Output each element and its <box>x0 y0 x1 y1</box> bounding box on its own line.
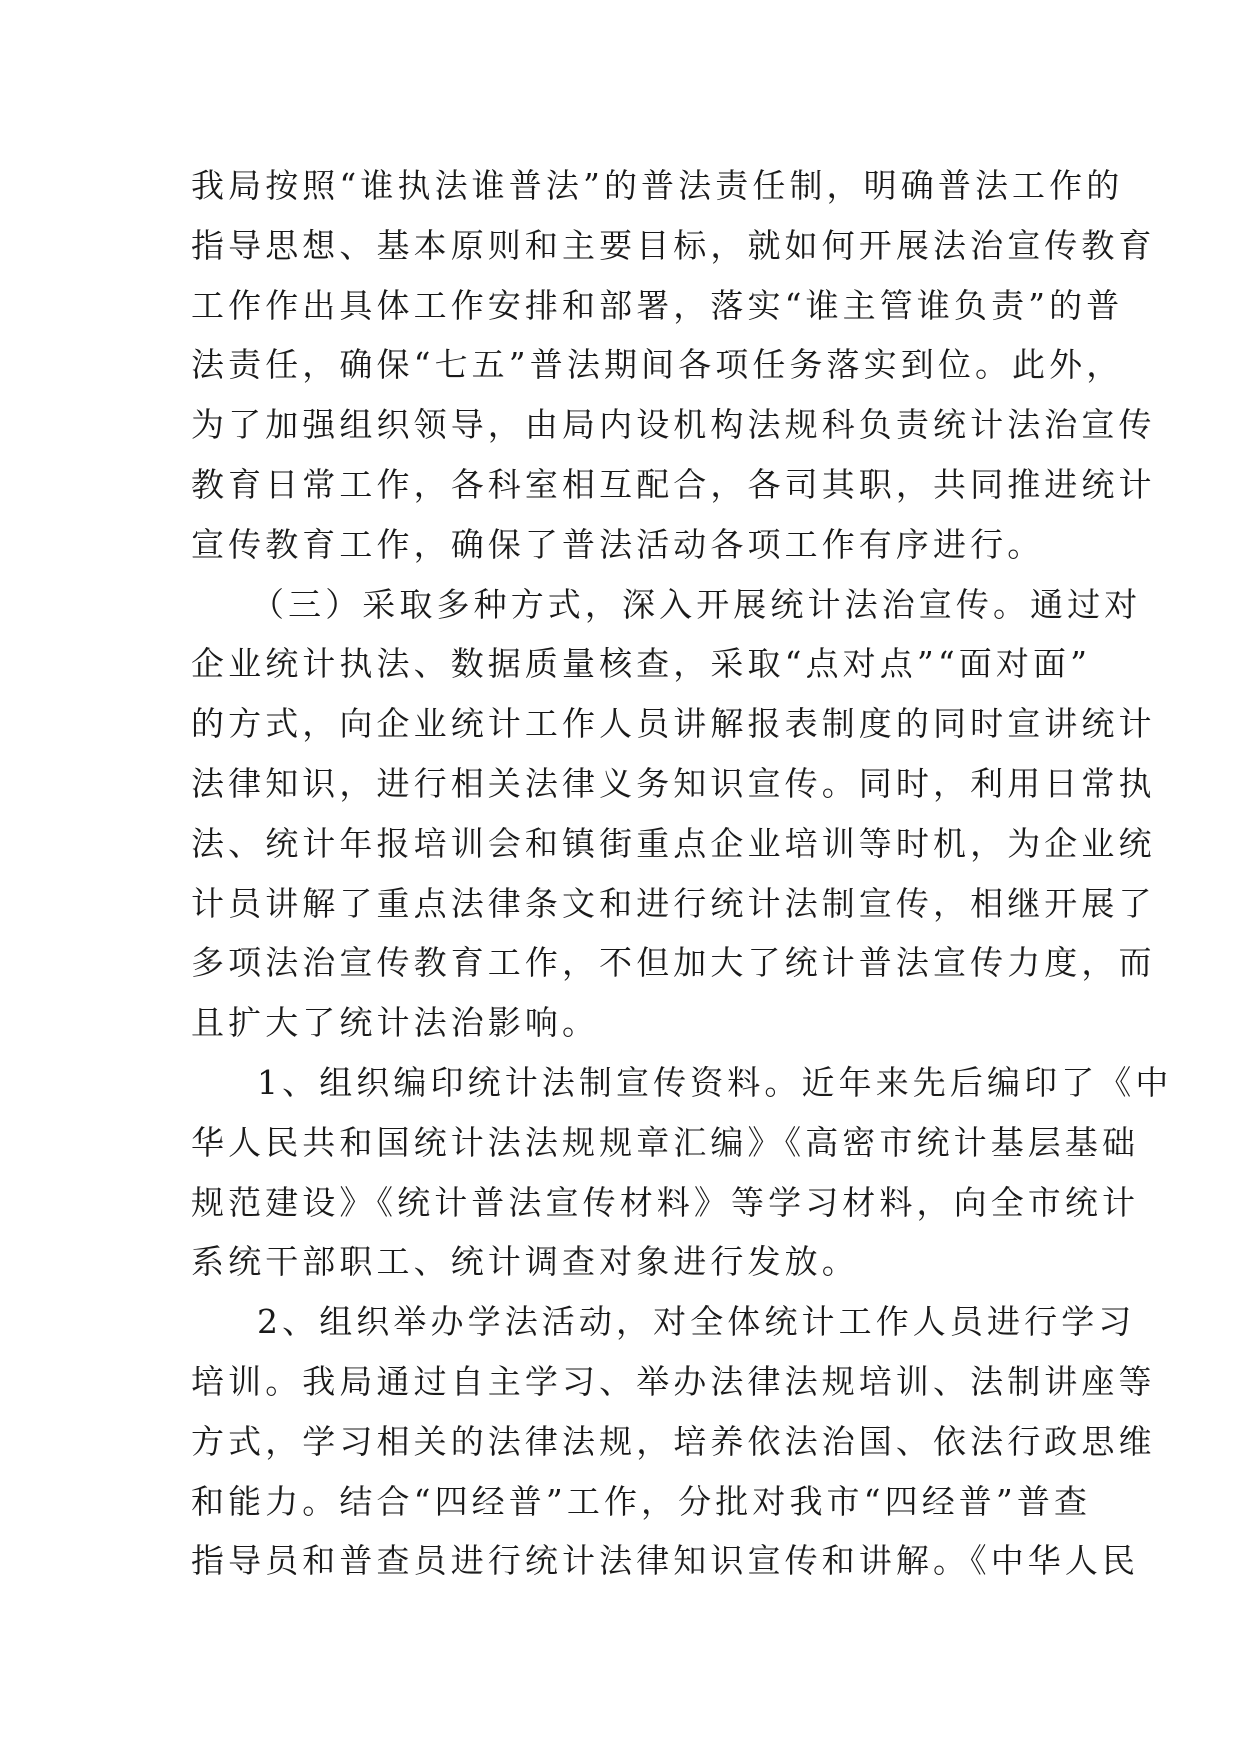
text-line: 法责任，确保“七五”普法期间各项任务落实到位。此外， <box>191 345 1124 385</box>
text-line: 方式，学习相关的法律法规，培养依法治国、依法行政思维 <box>191 1421 1156 1461</box>
text-line: 为了加强组织领导，由局内设机构法规科负责统计法治宣传 <box>191 405 1156 445</box>
text-line: 法律知识，进行相关法律义务知识宣传。同时，利用日常执 <box>191 763 1156 803</box>
text-line: 和能力。结合“四经普”工作，分批对我市“四经普”普查 <box>191 1481 1092 1521</box>
text-line: 指导思想、基本原则和主要目标，就如何开展法治宣传教育 <box>191 225 1156 265</box>
text-line: 且扩大了统计法治影响。 <box>191 1003 600 1043</box>
text-line: 指导员和普查员进行统计法律知识宣传和讲解。《中华人民 <box>191 1541 1140 1581</box>
text-line: 计员讲解了重点法律条文和进行统计法制宣传，相继开展了 <box>191 883 1156 923</box>
text-line: 教育日常工作，各科室相互配合，各司其职，共同推进统计 <box>191 464 1156 504</box>
list-item-line: 1、组织编印统计法制宣传资料。近年来先后编印了《中 <box>257 1062 1173 1102</box>
list-item-line: 2、组织举办学法活动，对全体统计工作人员进行学习 <box>257 1302 1136 1342</box>
text-line: 工作作出具体工作安排和部署，落实“谁主管谁负责”的普 <box>191 285 1124 325</box>
text-line: 培训。我局通过自主学习、举办法律法规培训、法制讲座等 <box>191 1361 1156 1401</box>
text-line: 华人民共和国统计法法规规章汇编》《高密市统计基层基础 <box>191 1122 1140 1162</box>
text-line: 的方式，向企业统计工作人员讲解报表制度的同时宣讲统计 <box>191 704 1156 744</box>
text-line: 我局按照“谁执法谁普法”的普法责任制，明确普法工作的 <box>191 166 1124 205</box>
text-line: 规范建设》《统计普法宣传材料》等学习材料，向全市统计 <box>191 1182 1140 1222</box>
text-line: 系统干部职工、统计调查对象进行发放。 <box>191 1242 859 1282</box>
text-line: 多项法治宣传教育工作，不但加大了统计普法宣传力度，而 <box>191 943 1156 983</box>
text-line: 宣传教育工作，确保了普法活动各项工作有序进行。 <box>191 524 1045 564</box>
text-line: 企业统计执法、数据质量核查，采取“点对点”“面对面” <box>191 644 1092 684</box>
text-line: 法、统计年报培训会和镇街重点企业培训等时机，为企业统 <box>191 823 1156 863</box>
body-text <box>191 156 1173 1591</box>
section-heading-line: （三）采取多种方式，深入开展统计法治宣传。通过对 <box>251 584 1142 624</box>
